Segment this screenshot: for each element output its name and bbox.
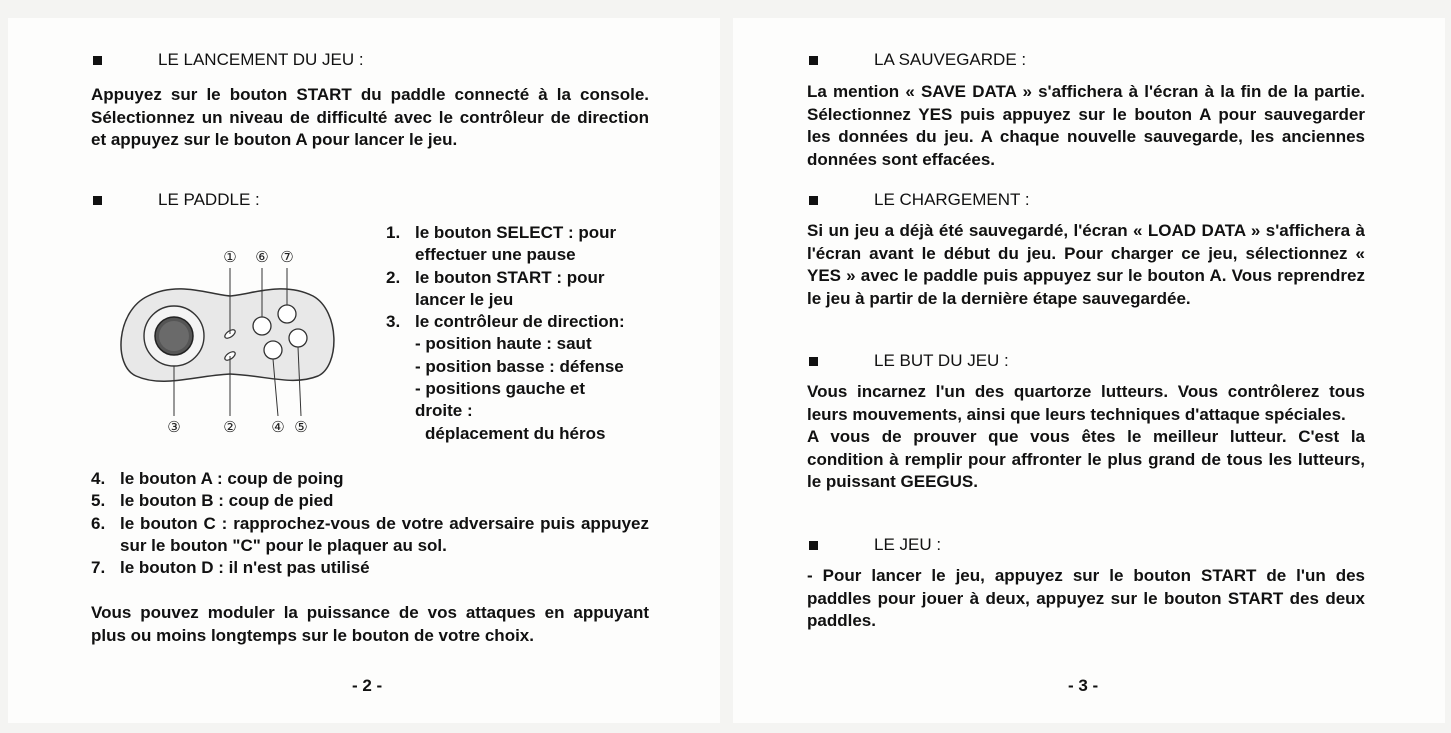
diagram-label-6: ⑥ [255, 248, 269, 266]
diagram-label-4: ④ [271, 418, 285, 436]
heading-but: LE BUT DU JEU : [809, 351, 1009, 371]
list-item: - position haute : saut [415, 334, 592, 354]
square-bullet-icon [809, 196, 818, 205]
list-item: - positions gauche et droite : [415, 379, 586, 421]
diagram-label-2: ② [223, 418, 237, 436]
paragraph-sauvegarde: La mention « SAVE DATA » s'affichera à l'écran à la fin de la partie. Sélectionnez YES puis appuyez sur le bouton A pour sauvegarder les données du jeu. A chaque nouvelle sauvegarde, les anciennes données sont effacées. [807, 82, 1365, 169]
heading-paddle: LE PADDLE : [93, 190, 260, 210]
square-bullet-icon [809, 56, 818, 65]
square-bullet-icon [809, 541, 818, 550]
square-bullet-icon [93, 56, 102, 65]
square-bullet-icon [93, 196, 102, 205]
gamepad-icon [108, 226, 338, 441]
list-item: - position basse : défense [415, 356, 624, 376]
list-item: 5. le bouton B : coup de pied [91, 491, 334, 511]
page-number-left: - 2 - [352, 676, 383, 695]
list-item: déplacement du héros [425, 423, 606, 443]
list-item: 2. le bouton START : pour lancer le jeu [386, 267, 605, 309]
diagram-label-3: ③ [167, 418, 181, 436]
list-item: 3. le contrôleur de direction: [386, 312, 625, 332]
diagram-label-7: ⑦ [280, 248, 294, 266]
paragraph-jeu: - Pour lancer le jeu, appuyez sur le bouton START de l'un des paddles pour jouer à deux, appuyez sur le bouton START des deux paddles. [807, 566, 1365, 630]
heading-jeu: LE JEU : [809, 535, 941, 555]
heading-lancement: LE LANCEMENT DU JEU : [93, 50, 364, 70]
paddle-list-bottom [91, 468, 649, 579]
paragraph-but: Vous incarnez l'un des quartorze lutteurs. Vous contrôlerez tous leurs mouvements, ainsi que leurs techniques d'attaque spéciales. A vous de prouver que vous êtes le meilleur lutteur. C'est la condition à remplir pour affronter le plus grand de tous les lutteurs, le puissant GEEGUS. [807, 382, 1365, 491]
diagram-label-5: ⑤ [294, 418, 308, 436]
list-item: 4. le bouton A : coup de poing [91, 469, 344, 488]
heading-chargement: LE CHARGEMENT : [809, 190, 1030, 210]
diagram-label-1: ① [223, 248, 237, 266]
page-number-right: - 3 - [1068, 676, 1099, 695]
paddle-list-top [386, 222, 656, 445]
list-item: 1. le bouton SELECT : pour effectuer une pause [386, 223, 617, 265]
heading-sauvegarde: LA SAUVEGARDE : [809, 50, 1026, 70]
list-item: 7. le bouton D : il n'est pas utilisé [91, 558, 370, 578]
square-bullet-icon [809, 357, 818, 366]
paragraph-lancement: Appuyez sur le bouton START du paddle connecté à la console. Sélectionnez un niveau de difficulté avec le contrôleur de direction et appuyez sur le bouton A pour lancer le jeu. [91, 85, 649, 149]
paragraph-note: Vous pouvez moduler la puissance de vos attaques en appuyant plus ou moins longtemps sur le bouton de votre choix. [91, 603, 649, 645]
paragraph-chargement: Si un jeu a déjà été sauvegardé, l'écran « LOAD DATA » s'affichera à l'écran avant le début du jeu. Pour charger ce jeu, sélectionnez « YES » avec le paddle puis appuyez sur le bouton A. Vous reprendrez le jeu à partir de la dernière étape sauvegardée. [807, 221, 1365, 308]
list-item: 6. le bouton C : rapprochez-vous de votre adversaire puis appuyez sur le bouton "C" pour le plaquer au sol. [91, 513, 649, 555]
